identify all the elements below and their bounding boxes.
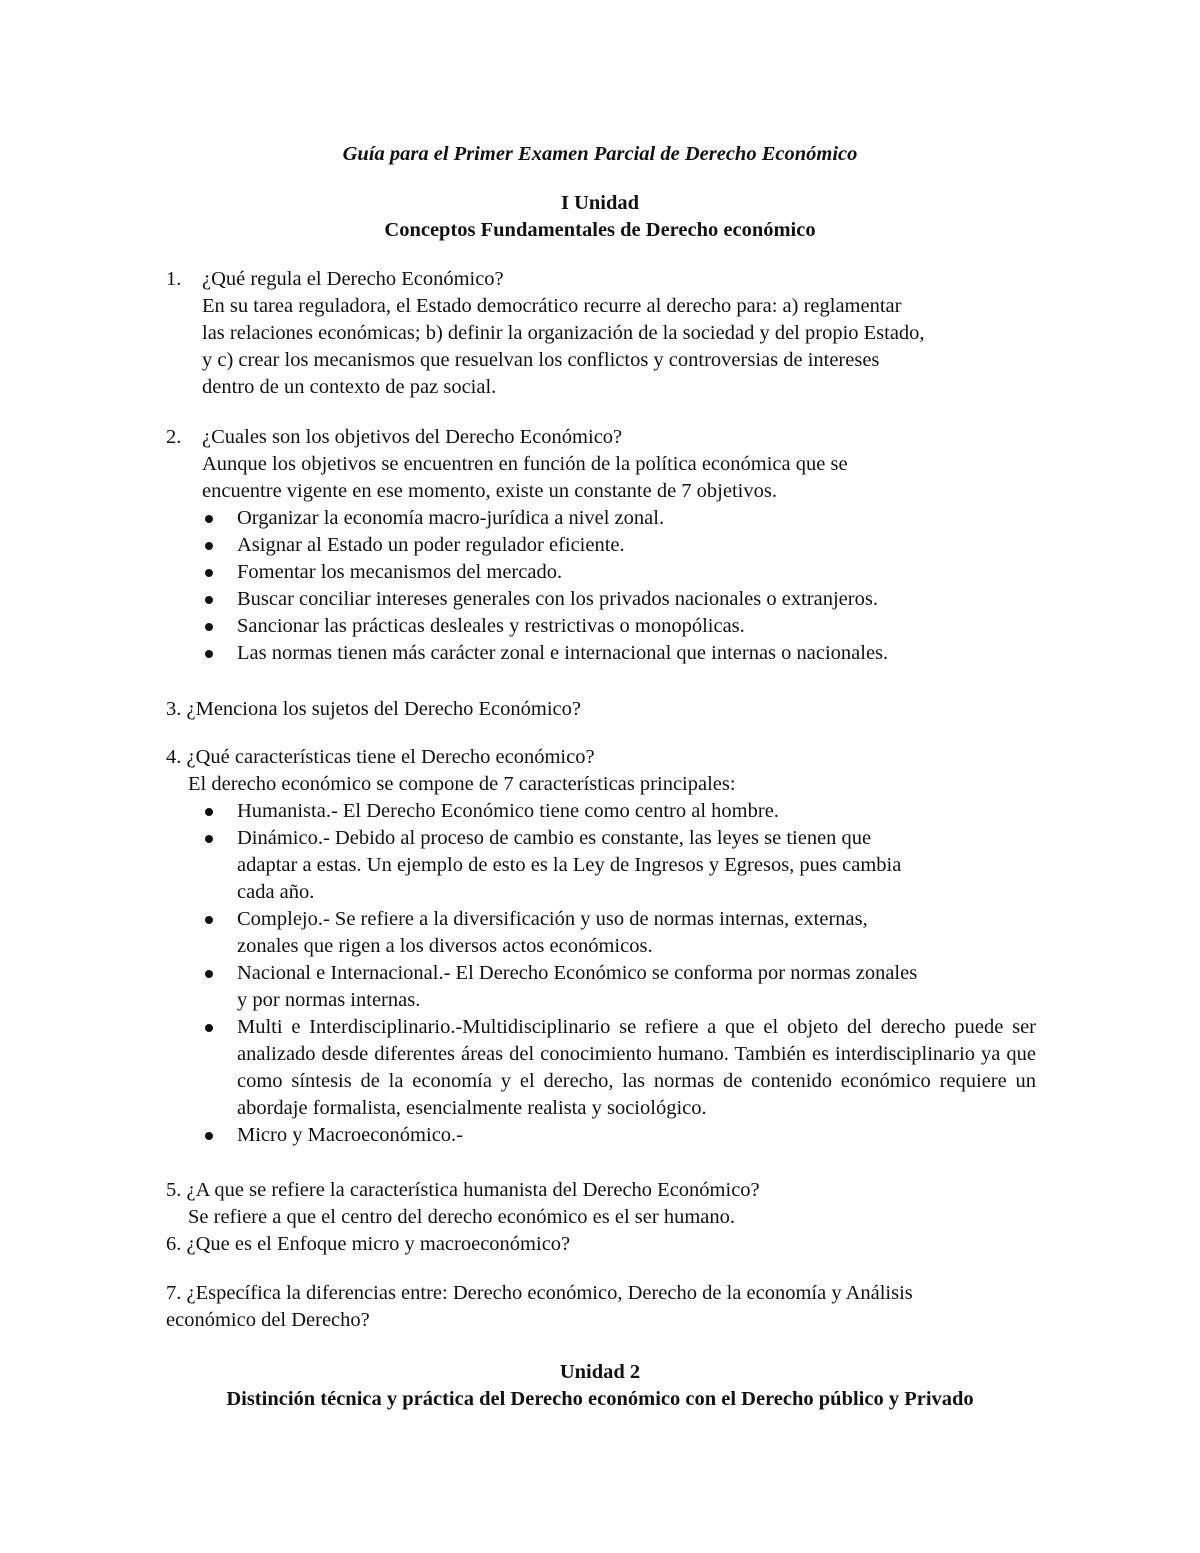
- list-item-line: Dinámico.- Debido al proceso de cambio es constante, las leyes se tienen que: [237, 827, 872, 849]
- list-item-line: cada año.: [237, 881, 315, 903]
- question-7: [166, 1280, 1036, 1334]
- list-item-line: Complejo.- Se refiere a la diversificación y uso de normas internas, externas,: [237, 908, 868, 930]
- list-item-line: Humanista.- El Derecho Económico tiene como centro al hombre.: [237, 800, 779, 822]
- list-item-line: y por normas internas.: [237, 989, 421, 1011]
- list-item: [202, 1014, 1036, 1122]
- question-7-text-line: 7. ¿Específica la diferencias entre: Derecho económico, Derecho de la economía y Análisis: [166, 1282, 913, 1304]
- list-item-line: adaptar a estas. Un ejemplo de esto es la Ley de Ingresos y Egresos, pues cambia: [237, 854, 902, 876]
- list-item: [202, 1122, 1036, 1149]
- question-1: [166, 266, 1036, 401]
- objectives-list: [166, 505, 1036, 667]
- question-3: [166, 696, 1036, 723]
- question-4-intro: El derecho económico se compone de 7 características principales:: [188, 773, 736, 795]
- list-item: Asignar al Estado un poder regulador eficiente.: [202, 532, 1036, 559]
- question-1-text: ¿Qué regula el Derecho Económico?: [202, 268, 504, 290]
- question-4: [166, 744, 1036, 1149]
- question-6: [166, 1231, 1036, 1258]
- list-item: [202, 825, 1036, 906]
- list-item-line: Nacional e Internacional.- El Derecho Económico se conforma por normas zonales: [237, 962, 918, 984]
- question-5-text: 5. ¿A que se refiere la característica humanista del Derecho Económico?: [166, 1179, 760, 1201]
- question-6-text: 6. ¿Que es el Enfoque micro y macroeconómico?: [166, 1233, 571, 1255]
- list-item: Buscar conciliar intereses generales con los privados nacionales o extranjeros.: [202, 586, 1036, 613]
- question-7-text-line: económico del Derecho?: [166, 1309, 370, 1331]
- question-5: [166, 1177, 1036, 1231]
- question-4-text: 4. ¿Qué características tiene el Derecho económico?: [166, 746, 595, 768]
- question-2-number: 2.: [166, 426, 182, 448]
- question-2-answer-line: Aunque los objetivos se encuentren en función de la política económica que se: [202, 453, 848, 475]
- question-1-answer-line: y c) crear los mecanismos que resuelvan los conflictos y controversias de intereses: [202, 349, 880, 371]
- unit2-subheading: Distinción técnica y práctica del Derecho económico con el Derecho público y Privado: [226, 1388, 974, 1410]
- list-item: Fomentar los mecanismos del mercado.: [202, 559, 1036, 586]
- question-1-answer-line: dentro de un contexto de paz social.: [202, 376, 497, 398]
- list-item: [202, 906, 1036, 960]
- question-2: [166, 424, 1036, 667]
- document-title: Guía para el Primer Examen Parcial de Derecho Económico: [342, 143, 858, 165]
- list-item: Las normas tienen más carácter zonal e internacional que internas o nacionales.: [202, 640, 1036, 667]
- question-2-text: ¿Cuales son los objetivos del Derecho Económico?: [202, 426, 623, 448]
- list-item-paragraph: Multi e Interdisciplinario.-Multidisciplinario se refiere a que el objeto del derecho puede ser analizado desde diferentes áreas del conocimiento humano. También es interdisciplinario ya que como síntesis de la economía y el derecho, las normas de contenido económico requiere un abordaje formalista, esencialmente realista y sociológico.: [237, 1016, 1036, 1119]
- list-item: [202, 960, 1036, 1014]
- list-item-line: Micro y Macroeconómico.-: [237, 1124, 463, 1146]
- question-1-answer-line: las relaciones económicas; b) definir la organización de la sociedad y del propio Estado,: [202, 322, 925, 344]
- question-5-answer: Se refiere a que el centro del derecho económico es el ser humano.: [188, 1206, 735, 1228]
- list-item: [202, 798, 1036, 825]
- unit2-heading: Unidad 2: [559, 1361, 641, 1383]
- list-item: Organizar la economía macro-jurídica a nivel zonal.: [202, 505, 1036, 532]
- unit1-subheading: Conceptos Fundamentales de Derecho económico: [384, 219, 816, 241]
- question-2-answer-line: encuentre vigente en ese momento, existe un constante de 7 objetivos.: [202, 480, 777, 502]
- question-1-number: 1.: [166, 268, 182, 290]
- question-3-text: 3. ¿Menciona los sujetos del Derecho Económico?: [166, 698, 581, 720]
- characteristics-list: [166, 798, 1036, 1149]
- question-1-answer-line: En su tarea reguladora, el Estado democrático recurre al derecho para: a) reglamentar: [202, 295, 902, 317]
- list-item-line: zonales que rigen a los diversos actos económicos.: [237, 935, 653, 957]
- list-item: Sancionar las prácticas desleales y restrictivas o monopólicas.: [202, 613, 1036, 640]
- unit1-heading: I Unidad: [560, 192, 640, 214]
